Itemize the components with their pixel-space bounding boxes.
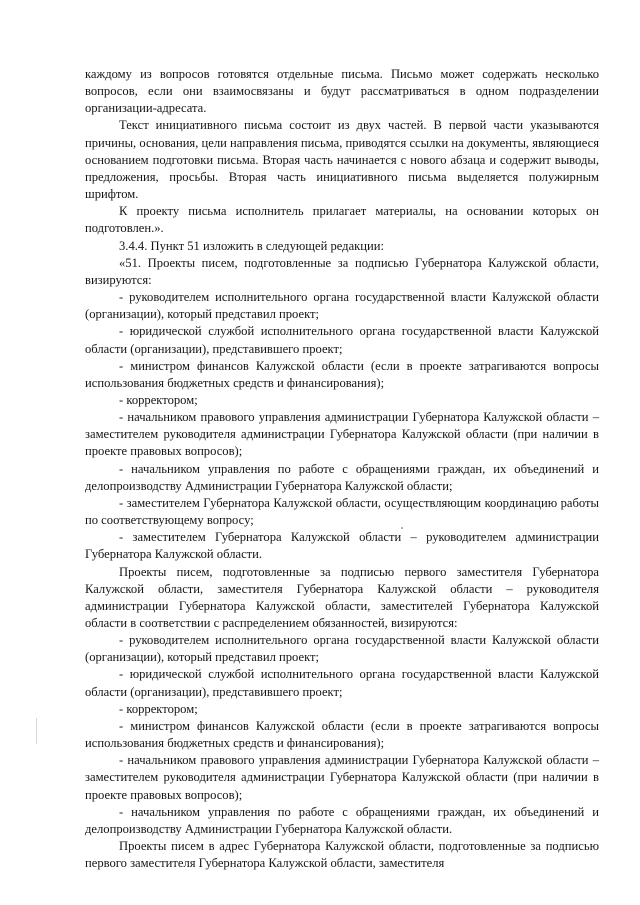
paragraph: Текст инициативного письма состоит из двух частей. В первой части указываются причины, основания, цели направления письма, приводятся ссылки на документы, являющиеся основанием подготовки письма. Вторая часть начинается с нового абзаца и содержит выводы, предложения, просьбы. Вторая часть инициативного письма выделяется полужирным шрифтом. (85, 118, 599, 202)
scan-margin-mark (36, 718, 37, 744)
list-item: - корректором; (119, 392, 198, 407)
list-item: - министром финансов Калужской области (если в проекте затрагиваются вопросы использования бюджетных средств и финансирования); (85, 718, 599, 751)
scan-speck (401, 527, 403, 529)
paragraph: «51. Проекты писем, подготовленные за подписью Губернатора Калужской области, визируются: (85, 255, 599, 287)
paragraph: 3.4.4. Пункт 51 изложить в следующей редакции: (119, 238, 385, 253)
list-item: - заместителем Губернатора Калужской области – руководителем администрации Губернатора Калужской области. (85, 530, 599, 562)
list-item: - начальником правового управления администрации Губернатора Калужской области – заместителем руководителя администрации Губернатора Калужской области (при наличии в проекте правовых вопросов); (85, 753, 599, 802)
list-item: - министром финансов Калужской области (если в проекте затрагиваются вопросы использования бюджетных средств и финансирования); (85, 358, 599, 390)
list-item: - юридической службой исполнительного органа государственной власти Калужской области (организации), представившего проект; (85, 667, 599, 699)
list-item: - руководителем исполнительного органа государственной власти Калужской области (организации), который представил проект; (85, 290, 599, 322)
list-item: - начальником управления по работе с обращениями граждан, их объединений и делопроизводству Администрации Губернатора Калужской области; (85, 461, 599, 493)
list-item: - начальником управления по работе с обращениями граждан, их объединений и делопроизводству Администрации Губернатора Калужской области. (85, 804, 599, 836)
paragraph: каждому из вопросов готовятся отдельные письма. Письмо может содержать несколько вопросов, если они взаимосвязаны и будут рассматриваться в одном подразделении организации-адресата. (85, 67, 599, 116)
list-item: - заместителем Губернатора Калужской области, осуществляющим координацию работы по соответствующему вопросу; (85, 495, 599, 528)
document-page (85, 66, 599, 872)
list-item: - начальником правового управления администрации Губернатора Калужской области – заместителем руководителя администрации Губернатора Калужской области (при наличии в проекте правовых вопросов); (85, 410, 599, 459)
list-item: - корректором; (119, 701, 198, 716)
paragraph: Проекты писем, подготовленные за подписью первого заместителя Губернатора Калужской области, заместителя Губернатора Калужской области – руководителя администрации Губернатора Калужской области, заместителей Губернатора Калужской области в соответствии с распределением обязанностей, визируются: (85, 564, 599, 630)
list-item: - юридической службой исполнительного органа государственной власти Калужской области (организации), представившего проект; (85, 324, 599, 356)
paragraph: К проекту письма исполнитель прилагает материалы, на основании которых он подготовлен.». (85, 204, 599, 236)
paragraph: Проекты писем в адрес Губернатора Калужской области, подготовленные за подписью первого заместителя Губернатора Калужской области, заместителя (85, 839, 599, 871)
list-item: - руководителем исполнительного органа государственной власти Калужской области (организации), который представил проект; (85, 633, 599, 665)
